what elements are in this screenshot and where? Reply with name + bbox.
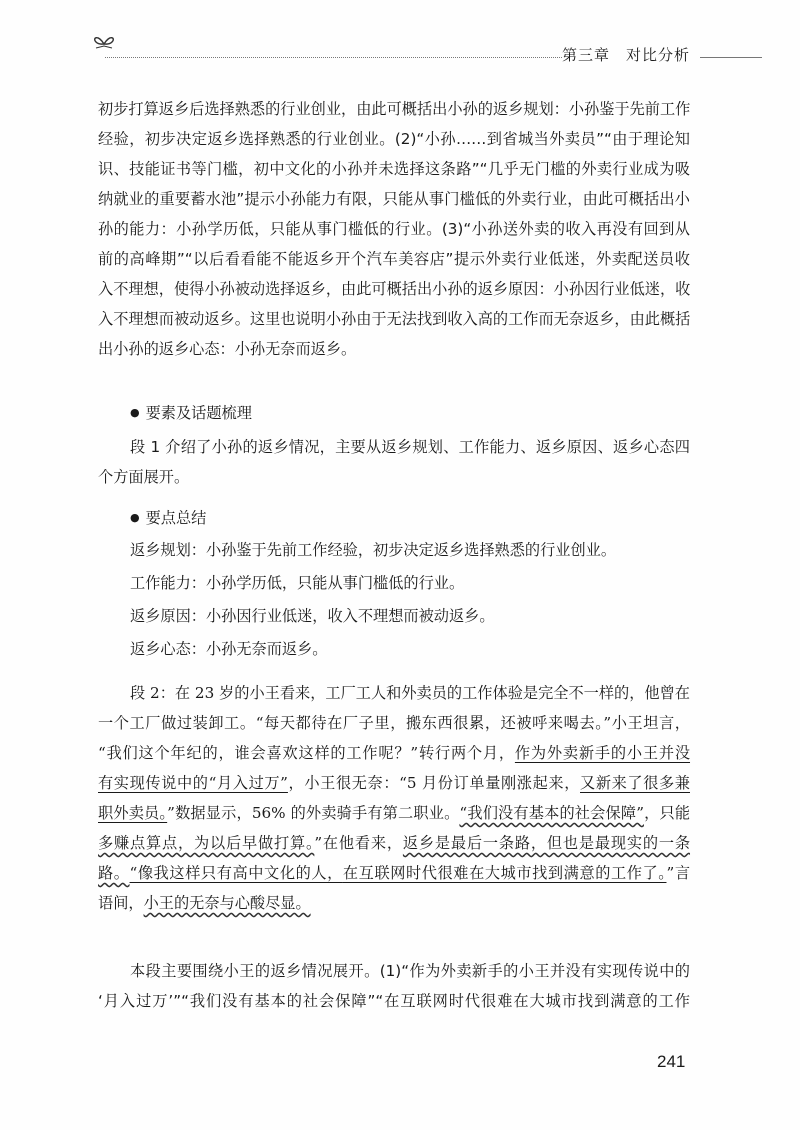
text-line: 入不理想，使得小孙被动选择返乡，由此可概括出小孙的返乡原因：小孙因行业低迷，收	[98, 280, 691, 298]
text-line: 出小孙的返乡心态：小孙无奈而返乡。	[98, 340, 357, 358]
text-line	[98, 738, 690, 768]
chapter-heading	[562, 44, 690, 65]
text-span: ”数据显示，56% 的外卖骑手有第二职业。	[167, 804, 460, 822]
wavy-underlined-phrase: 路。	[98, 864, 130, 882]
text-line: 一个工厂做过装卸工。“每天都待在厂子里，搬东西很累，还被呼来喝去。”小王坦言，	[98, 714, 690, 732]
wavy-underlined-phrase: 小王的无奈与心酸尽显。	[143, 894, 311, 912]
underlined-phrase: 作为外卖新手的小王并没	[514, 744, 691, 762]
underlined-phrase: 职外卖员。	[98, 804, 168, 822]
text-line	[98, 828, 690, 858]
wavy-underlined-phrase: “我们没有基本的社会保障”	[459, 804, 644, 822]
wavy-underlined-phrase: 返乡是最后一条路，但也是最现实的一条	[402, 834, 691, 852]
page-number: 241	[657, 1052, 686, 1071]
summary-item: 工作能力：小孙学历低，只能从事门槛低的行业。	[130, 574, 465, 592]
text-line: ‘月入过万’”“我们没有基本的社会保障”“在互联网时代很难在大城市找到满意的工作	[98, 992, 690, 1010]
chapter-title: 对比分析	[626, 46, 691, 64]
bullet-heading-summary: ● 要点总结	[130, 507, 206, 528]
text-line: 初步打算返乡后选择熟悉的行业创业，由此可概括出小孙的返乡规划：小孙鉴于先前工作	[98, 100, 691, 118]
text-line: 段 1 介绍了小孙的返乡情况，主要从返乡规划、工作能力、返乡原因、返乡心态四	[130, 438, 690, 456]
underlined-phrase: 又新来了很多兼	[580, 774, 690, 792]
text-line	[98, 768, 690, 798]
text-span: ”在他看来，	[314, 834, 403, 852]
text-span: ”言	[666, 864, 691, 882]
header-rule-right	[700, 57, 762, 58]
text-line	[98, 798, 690, 828]
text-line: 本段主要围绕小王的返乡情况展开。(1)“作为外卖新手的小王并没有实现传说中的	[130, 962, 690, 980]
header-rule-left	[105, 57, 562, 58]
text-line	[98, 888, 690, 918]
paragraph-analysis-1	[98, 94, 690, 364]
summary-item: 返乡规划：小孙鉴于先前工作经验，初步决定返乡选择熟悉的行业创业。	[130, 541, 616, 559]
underlined-phrase: 有实现传说中的“月入过万”	[98, 774, 288, 792]
underlined-phrase: 在互联网时代很难在大城市找到满意的工作了。	[342, 864, 667, 882]
summary-item: 返乡心态：小孙无奈而返乡。	[130, 640, 328, 658]
bullet-heading-elements: ● 要素及话题梳理	[130, 402, 252, 423]
text-line: 入不理想而被动返乡。这里也说明小孙由于无法找到收入高的工作而无奈返乡，由此概括	[98, 310, 691, 328]
text-line: 识、技能证书等门槛，初中文化的小孙并未选择这条路”“几乎无门槛的外卖行业成为吸	[98, 160, 690, 178]
paragraph-elements	[98, 432, 690, 492]
underlined-phrase: “像我这样只有高中文化的人，	[129, 864, 343, 882]
text-line: 孙的能力：小孙学历低，只能从事门槛低的行业。(3)“小孙送外卖的收入再没有回到从	[98, 220, 690, 238]
text-line: 纳就业的重要蓄水池”提示小孙能力有限，只能从事门槛低的外卖行业，由此可概括出小	[98, 190, 690, 208]
text-line: 个方面展开。	[98, 468, 190, 486]
text-span: ，小王很无奈：“5 月份订单量刚涨起来，	[287, 774, 581, 792]
chapter-number: 第三章	[562, 46, 611, 64]
paragraph-analysis-2	[98, 956, 690, 1016]
leaf-ornament-icon	[90, 32, 118, 52]
text-line: 前的高峰期”“以后看看能不能返乡开个汽车美容店”提示外卖行业低迷，外卖配送员收	[98, 250, 690, 268]
summary-item: 返乡原因：小孙因行业低迷，收入不理想而被动返乡。	[130, 607, 495, 625]
running-header	[0, 0, 800, 80]
passage-paragraph-2	[98, 678, 690, 918]
text-line	[98, 858, 690, 888]
text-line: 经验，初步决定返乡选择熟悉的行业创业。(2)“小孙……到省城当外卖员”“由于理论知	[98, 130, 690, 148]
wavy-underlined-phrase: 多赚点算点，为以后早做打算。	[98, 834, 315, 852]
text-line: 段 2：在 23 岁的小王看来，工厂工人和外卖员的工作体验是完全不一样的，他曾在	[130, 684, 690, 702]
text-span: ，只能	[643, 804, 691, 822]
text-span: 语间，	[98, 894, 144, 912]
text-span: “我们这个年纪的，谁会喜欢这样的工作呢？”转行两个月，	[98, 744, 515, 762]
